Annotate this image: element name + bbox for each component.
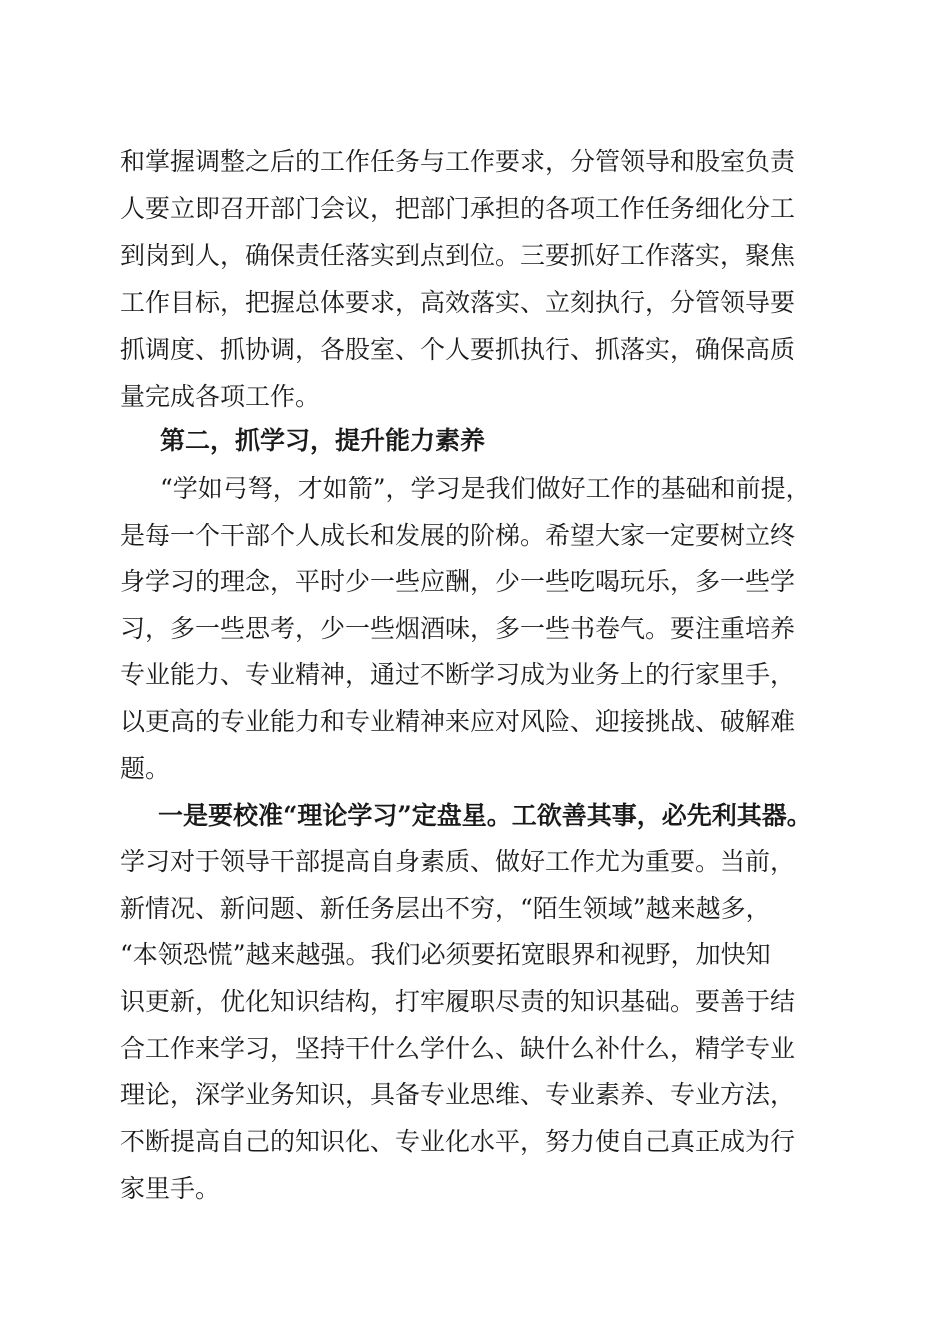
text-line: 人要立即召开部门会议，把部门承担的各项工作任务细化分工	[120, 194, 796, 223]
text-line: 量完成各项工作。	[120, 382, 321, 411]
text-line: 以更高的专业能力和专业精神来应对风险、迎接挑战、破解难	[120, 707, 796, 736]
text-line: 习，多一些思考，少一些烟酒味，多一些书卷气。要注重培养	[120, 614, 796, 643]
text-line: 合工作来学习，坚持干什么学什么、缺什么补什么，精学专业	[120, 1034, 796, 1063]
text-line: 抓调度、抓协调，各股室、个人要抓执行、抓落实，确保高质	[120, 335, 796, 364]
text-line: 理论，深学业务知识，具备专业思维、专业素养、专业方法，	[120, 1080, 796, 1109]
text-line: 和掌握调整之后的工作任务与工作要求，分管领导和股室负责	[120, 147, 796, 176]
text-line: 题。	[120, 754, 171, 783]
text-line: “本领恐慌”越来越强。我们必须要拓宽眼界和视野，加快知	[120, 940, 771, 969]
text-line: 身学习的理念，平时少一些应酬，少一些吃喝玩乐，多一些学	[120, 567, 796, 596]
text-line: 学习对于领导干部提高自身素质、做好工作尤为重要。当前，	[120, 847, 796, 876]
text-line: 到岗到人，确保责任落实到点到位。三要抓好工作落实，聚焦	[120, 241, 796, 270]
text-line: 工作目标，把握总体要求，高效落实、立刻执行，分管领导要	[120, 288, 796, 317]
text-line: 家里手。	[120, 1174, 221, 1203]
text-line: “学如弓弩，才如箭”，学习是我们做好工作的基础和前提，	[160, 474, 811, 503]
text-line: 是每一个干部个人成长和发展的阶梯。希望大家一定要树立终	[120, 521, 796, 550]
text-line: 识更新，优化知识结构，打牢履职尽责的知识基础。要善于结	[120, 987, 796, 1016]
text-line: 新情况、新问题、新任务层出不穷，“陌生领域”越来越多，	[120, 894, 771, 923]
text-line: 不断提高自己的知识化、专业化水平，努力使自己真正成为行	[120, 1127, 796, 1156]
section-heading: 第二，抓学习，提升能力素养	[160, 426, 486, 455]
subsection-heading-line: 一是要校准“理论学习”定盘星。工欲善其事，必先利其器。	[158, 801, 812, 830]
text-line: 专业能力、专业精神，通过不断学习成为业务上的行家里手，	[120, 660, 796, 689]
